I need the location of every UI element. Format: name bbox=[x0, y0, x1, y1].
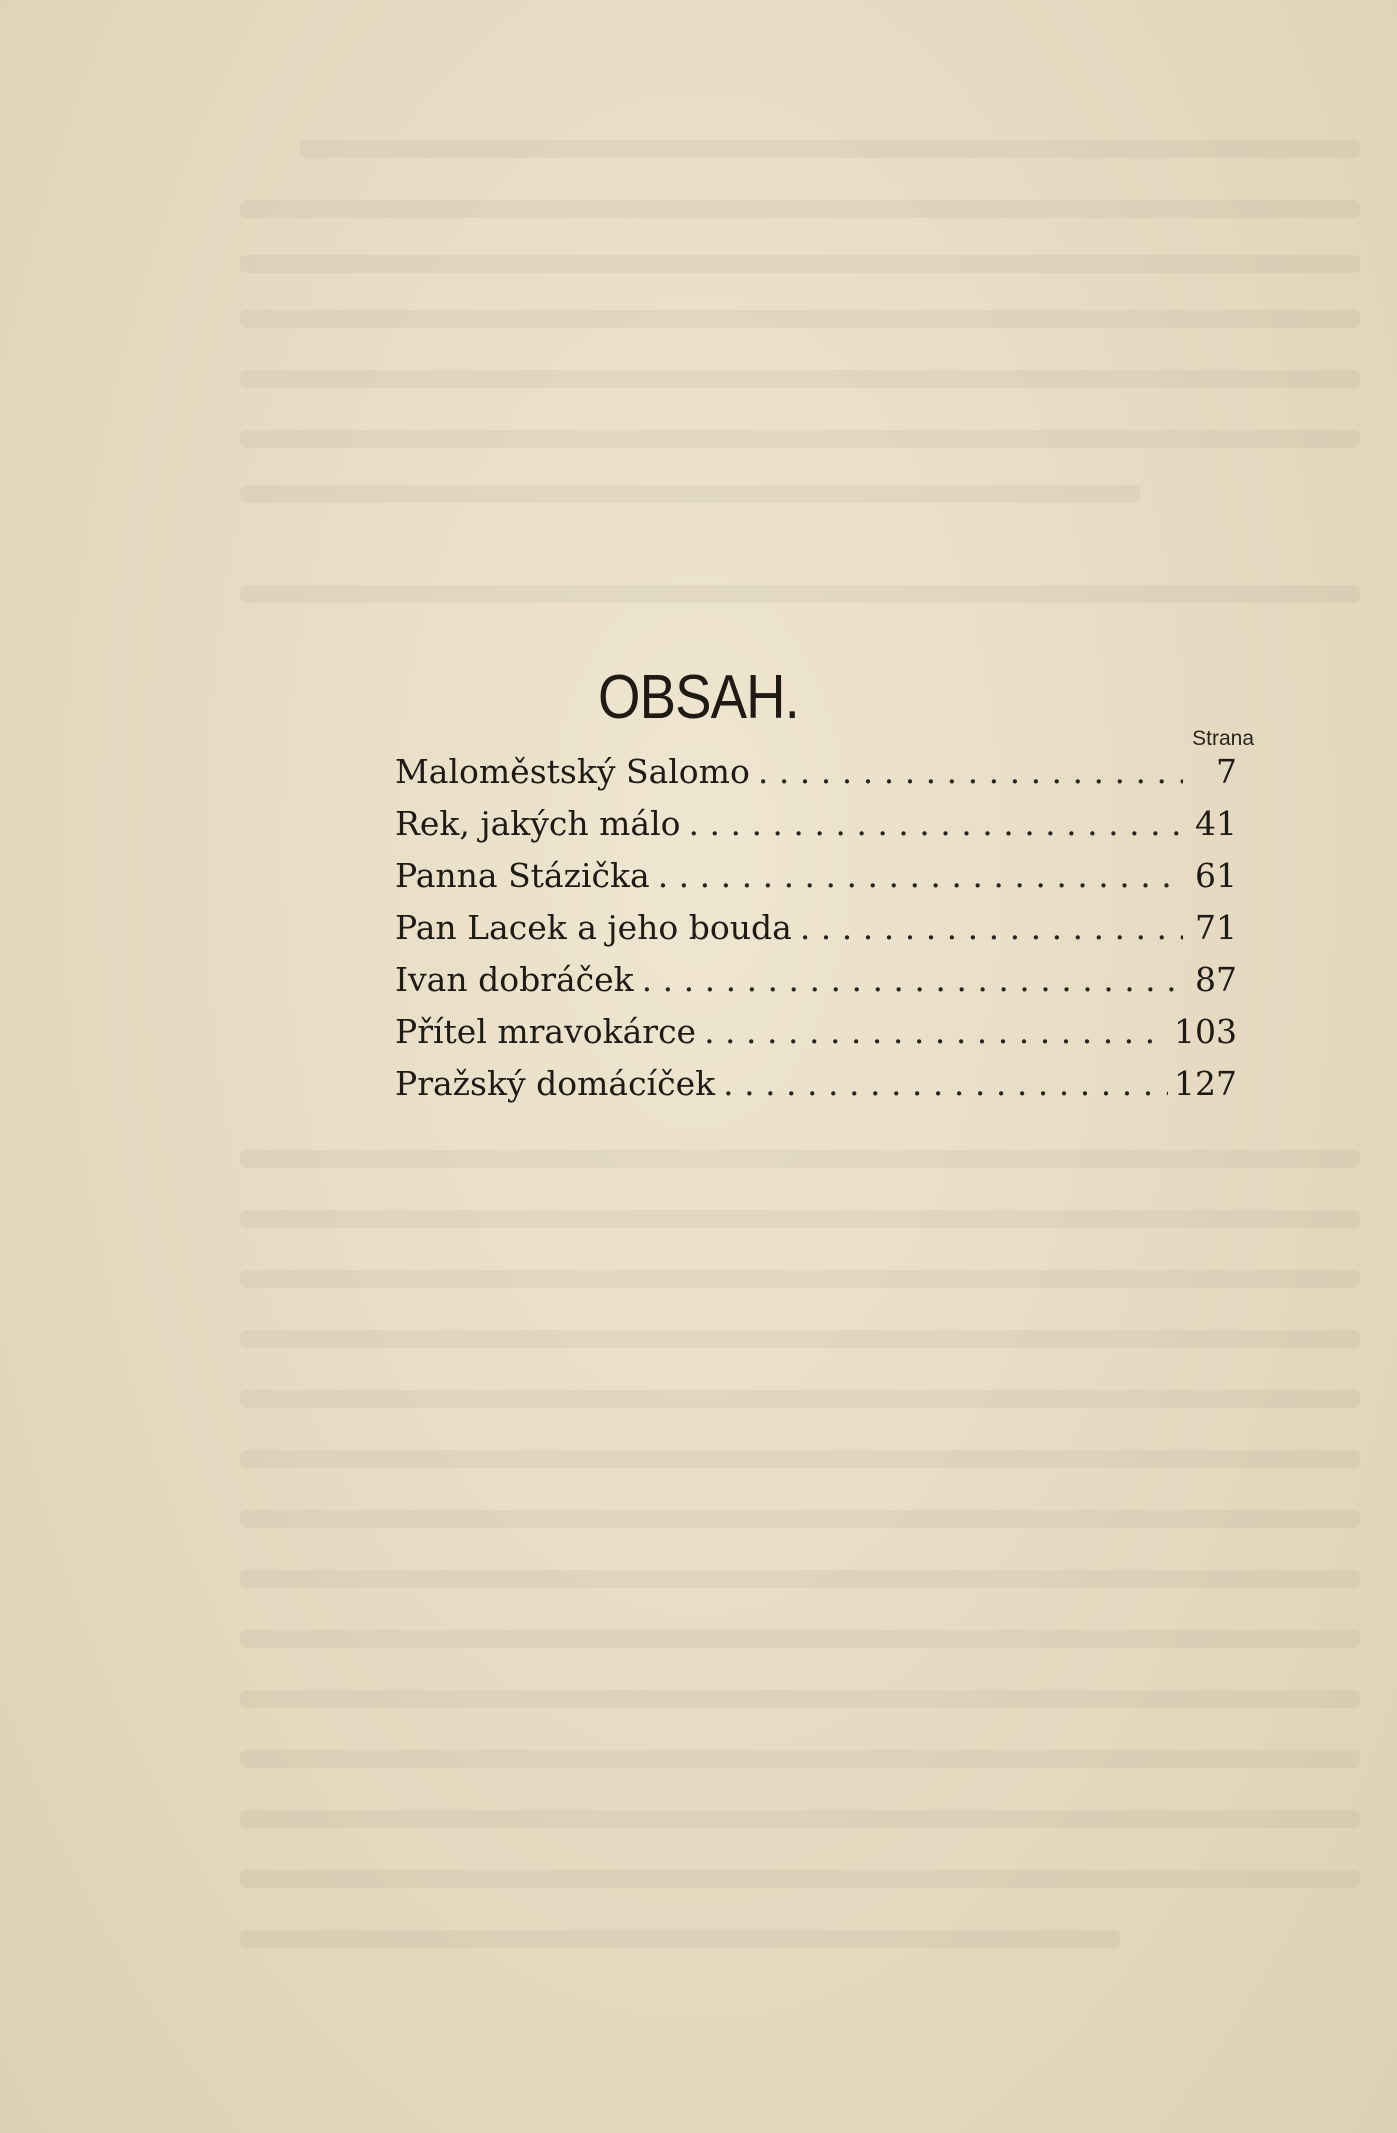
bleed-through-line bbox=[240, 1210, 1360, 1228]
toc-entry[interactable] bbox=[395, 960, 1237, 1012]
contents-heading: OBSAH. bbox=[598, 663, 799, 732]
toc-entry-page: 103 bbox=[1174, 1012, 1237, 1051]
dot-leader bbox=[689, 804, 1183, 843]
bleed-through-line bbox=[240, 1510, 1360, 1528]
toc-entry-title: Rek, jakých málo bbox=[395, 804, 681, 843]
dot-leader bbox=[658, 856, 1183, 895]
toc-entry[interactable] bbox=[395, 752, 1237, 804]
bleed-through-line bbox=[240, 255, 1360, 273]
bleed-through-line bbox=[240, 1870, 1360, 1888]
bleed-through-line bbox=[240, 485, 1140, 503]
bleed-through-line bbox=[240, 200, 1360, 218]
dot-leader bbox=[704, 1012, 1168, 1051]
toc-entry[interactable] bbox=[395, 1064, 1237, 1116]
toc-entry-page: 41 bbox=[1195, 804, 1237, 843]
toc-entry-title: Pražský domácíček bbox=[395, 1064, 716, 1103]
table-of-contents bbox=[395, 752, 1237, 1116]
bleed-through-line bbox=[240, 1690, 1360, 1708]
bleed-through-line bbox=[240, 1270, 1360, 1288]
toc-entry-title: Přítel mravokárce bbox=[395, 1012, 697, 1051]
toc-entry-page: 127 bbox=[1174, 1064, 1237, 1103]
dot-leader bbox=[758, 752, 1183, 791]
toc-entry-title: Pan Lacek a jeho bouda bbox=[395, 908, 792, 947]
dot-leader bbox=[800, 908, 1183, 947]
toc-entry-page: 7 bbox=[1216, 752, 1237, 791]
bleed-through-line bbox=[240, 370, 1360, 388]
bleed-through-line bbox=[240, 430, 1360, 448]
bleed-through-line bbox=[240, 1570, 1360, 1588]
dot-leader bbox=[642, 960, 1183, 999]
toc-entry-page: 61 bbox=[1195, 856, 1237, 895]
toc-entry-title: Ivan dobráček bbox=[395, 960, 634, 999]
bleed-through-line bbox=[240, 1810, 1360, 1828]
toc-entry[interactable] bbox=[395, 804, 1237, 856]
bleed-through-line bbox=[240, 1450, 1360, 1468]
toc-entry-title: Panna Stázička bbox=[395, 856, 650, 895]
bleed-through-line bbox=[240, 1150, 1360, 1168]
dot-leader bbox=[723, 1064, 1168, 1103]
toc-entry-page: 87 bbox=[1195, 960, 1237, 999]
bleed-through-line bbox=[300, 140, 1360, 158]
page-column-label: Strana bbox=[1192, 727, 1254, 750]
toc-entry-title: Maloměstský Salomo bbox=[395, 752, 750, 791]
bleed-through-line bbox=[240, 1330, 1360, 1348]
bleed-through-line bbox=[240, 310, 1360, 328]
toc-entry-page: 71 bbox=[1195, 908, 1237, 947]
bleed-through-line bbox=[240, 1630, 1360, 1648]
bleed-through-line bbox=[240, 1390, 1360, 1408]
toc-entry[interactable] bbox=[395, 908, 1237, 960]
bleed-through-line bbox=[240, 1930, 1120, 1948]
bleed-through-line bbox=[240, 1750, 1360, 1768]
bleed-through-line bbox=[240, 585, 1360, 603]
toc-entry[interactable] bbox=[395, 856, 1237, 908]
toc-entry[interactable] bbox=[395, 1012, 1237, 1064]
